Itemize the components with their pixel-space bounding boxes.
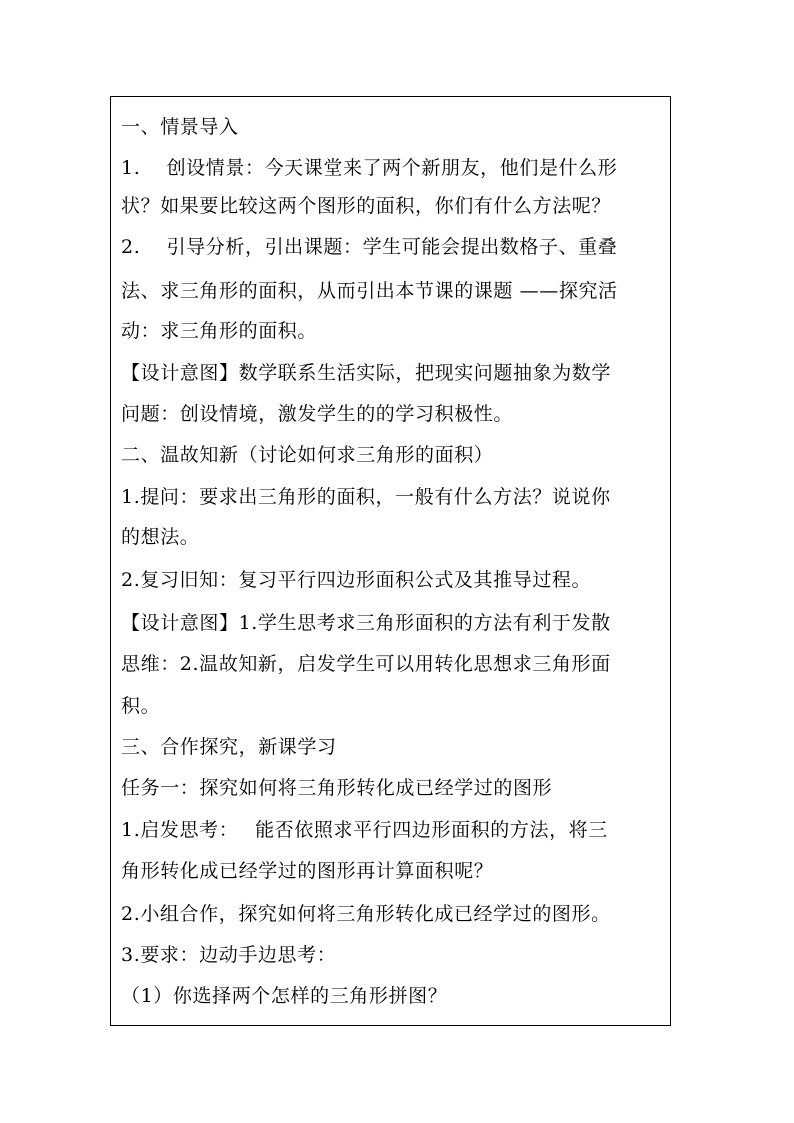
text-line: 1.提问：要求出三角形的面积，一般有什么方法？说说你 (121, 486, 611, 508)
text-line: 2. 引导分析，引出课题：学生可能会提出数格子、重叠 (121, 236, 618, 258)
text-line: 问题：创设情境，激发学生的的学习积极性。 (121, 403, 514, 425)
design-intent-line: 【设计意图】1.学生思考求三角形面积的方法有利于发散 (121, 612, 611, 634)
design-intent-line: 【设计意图】数学联系生活实际，把现实问题抽象为数学 (121, 362, 612, 384)
section-heading: 二、温故知新（讨论如何求三角形的面积） (121, 444, 494, 466)
text-line: 积。 (121, 695, 161, 717)
text-line: 法、求三角形的面积，从而引出本节课的课题 ——探究活 (121, 280, 618, 302)
lesson-plan-table-cell (110, 96, 671, 1026)
text-line: 2.小组合作，探究如何将三角形转化成已经学过的图形。 (121, 903, 611, 925)
text-line: （1）你选择两个怎样的三角形拼图？ (121, 985, 448, 1007)
section-heading: 三、合作探究，新课学习 (121, 736, 337, 758)
text-line: 动：求三角形的面积。 (121, 320, 318, 342)
text-line: 1. 创设情景：今天课堂来了两个新朋友，他们是什么形 (121, 157, 618, 179)
text-line: 1.启发思考： 能否依照求平行四边形面积的方法，将三 (121, 819, 608, 841)
text-line: 角形转化成已经学过的图形再计算面积呢？ (121, 860, 494, 882)
text-line: 的想法。 (121, 526, 200, 548)
text-line: 3.要求：边动手边思考： (121, 944, 337, 966)
text-line: 状？如果要比较这两个图形的面积，你们有什么方法呢？ (121, 195, 612, 217)
text-line: 2.复习旧知：复习平行四边形面积公式及其推导过程。 (121, 569, 592, 591)
task-heading: 任务一：探究如何将三角形转化成已经学过的图形 (121, 777, 553, 799)
text-line: 思维：2.温故知新，启发学生可以用转化思想求三角形面 (121, 653, 611, 675)
section-heading: 一、情景导入 (121, 116, 239, 138)
